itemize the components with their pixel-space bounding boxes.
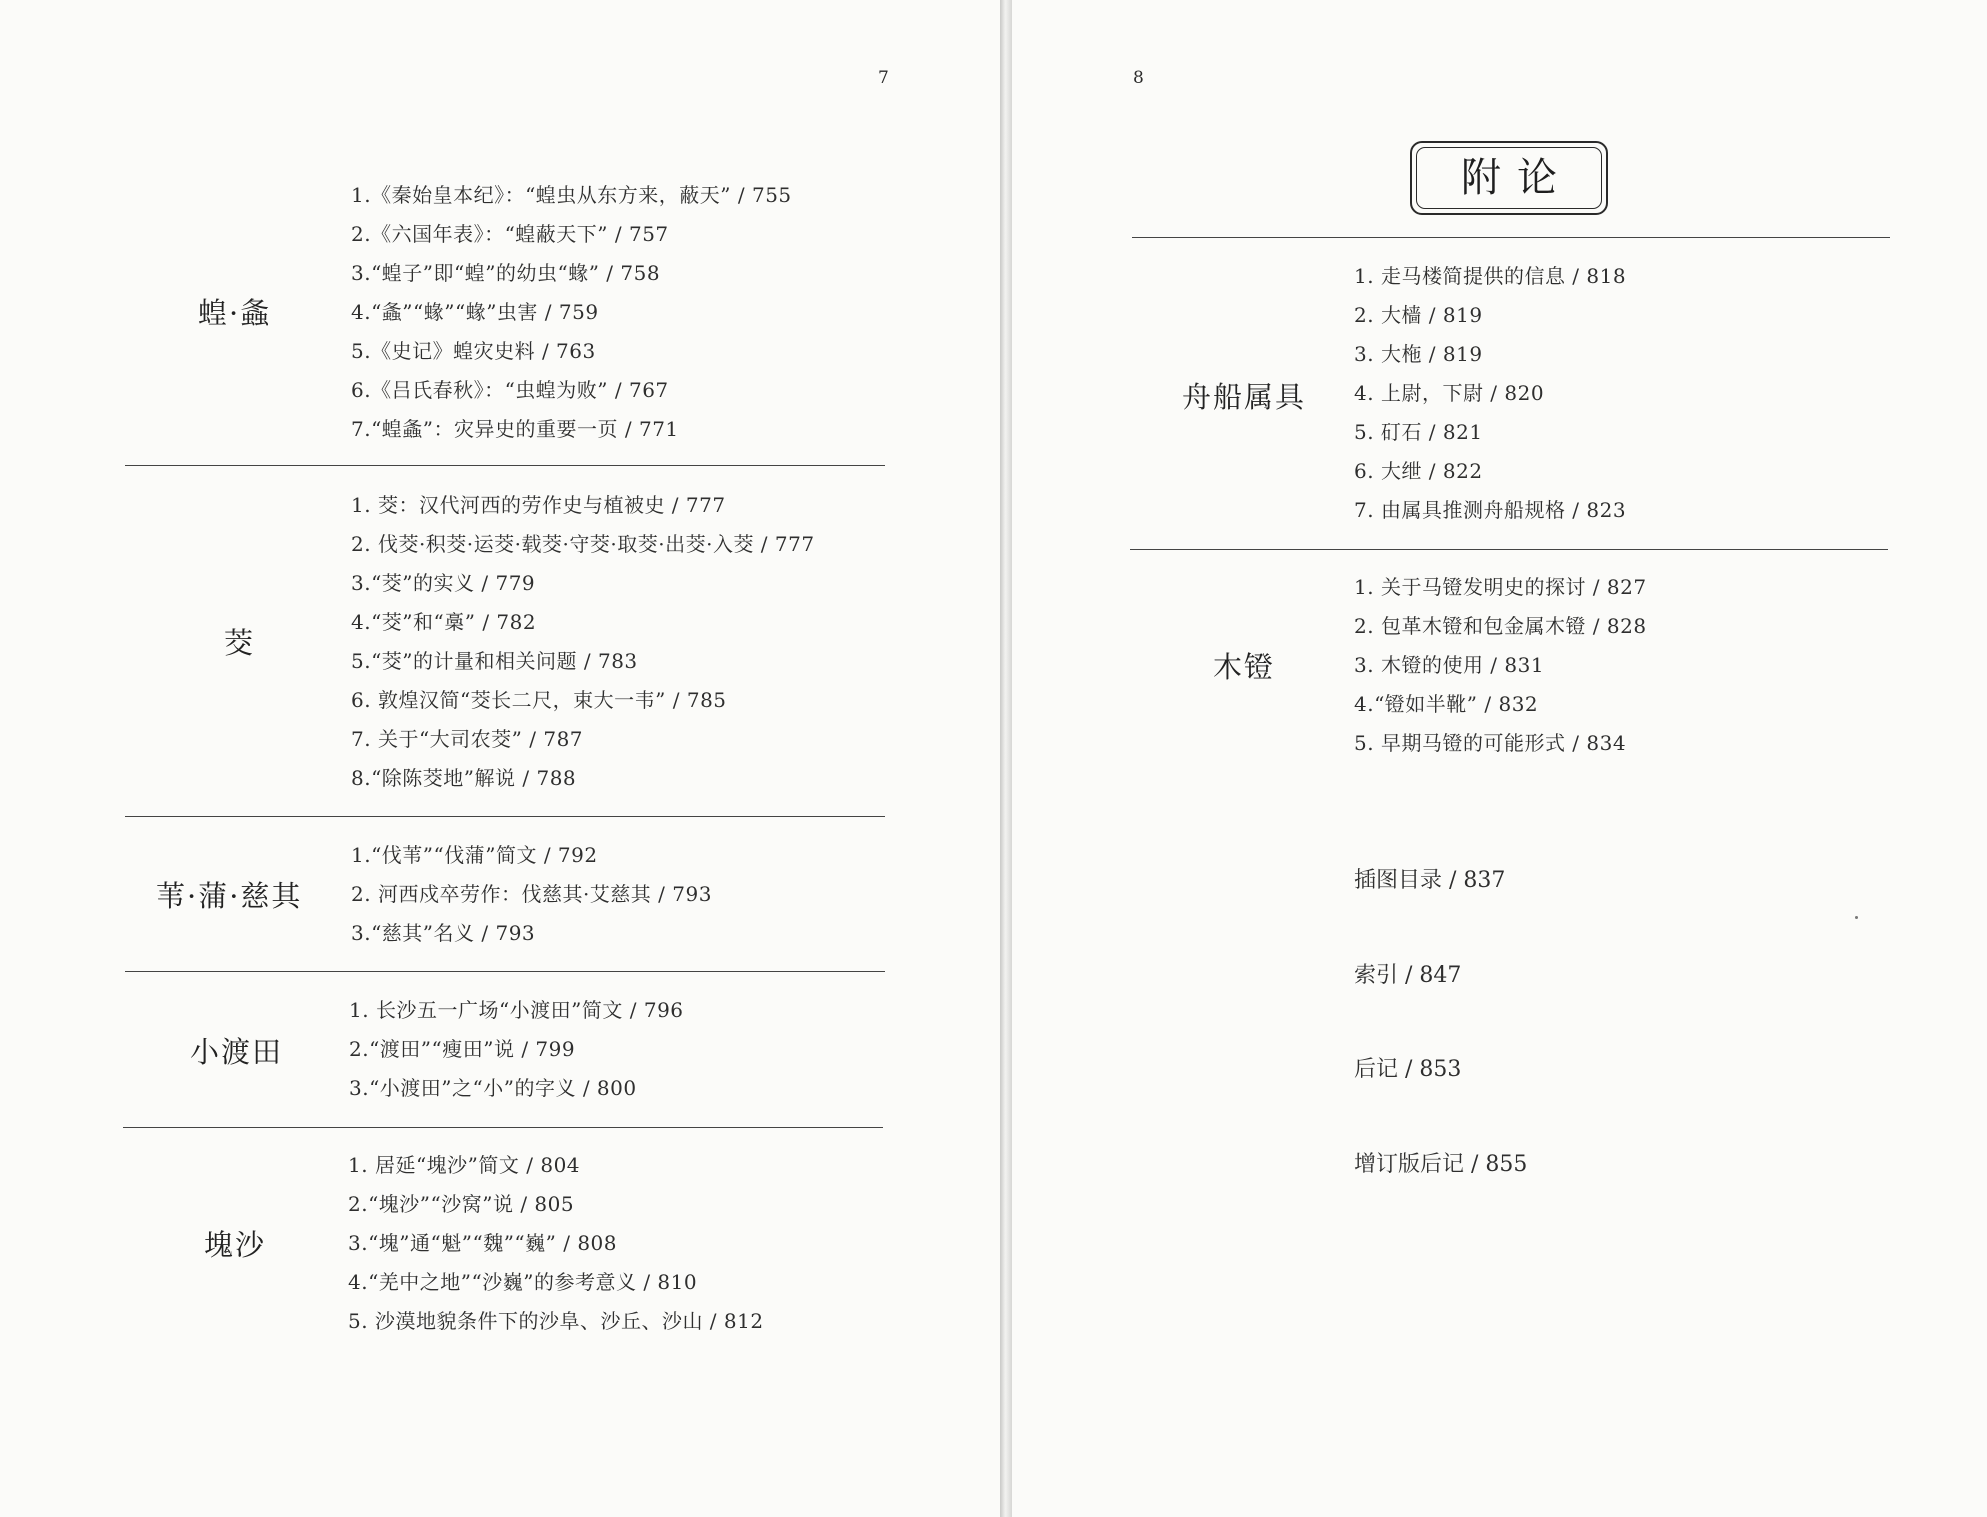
toc-entry[interactable]: 2. 伐茭·积茭·运茭·载茭·守茭·取茭·出茭·入茭 / 777 bbox=[351, 532, 815, 556]
banner-divider bbox=[1132, 237, 1890, 238]
toc-entry[interactable]: 6. 大绁 / 822 bbox=[1354, 459, 1483, 483]
toc-entry[interactable]: 8.“除陈茭地”解说 / 788 bbox=[351, 766, 577, 790]
appendix-banner bbox=[1410, 141, 1608, 215]
back-matter-item[interactable]: 插图目录 / 837 bbox=[1354, 868, 1506, 893]
toc-section-list bbox=[1354, 568, 1647, 763]
toc-section-list bbox=[1354, 257, 1626, 530]
appendix-banner-title: 附论 bbox=[1461, 155, 1573, 201]
section-divider bbox=[125, 816, 885, 817]
toc-entry[interactable]: 5. 矴石 / 821 bbox=[1354, 420, 1483, 444]
page-number-left: 7 bbox=[878, 68, 889, 88]
toc-entry[interactable]: 4.“螽”“蝝”“蝝”虫害 / 759 bbox=[351, 300, 599, 324]
back-matter-item[interactable]: 索引 / 847 bbox=[1354, 963, 1462, 988]
toc-entry[interactable]: 3.“蝗子”即“蝗”的幼虫“蝝” / 758 bbox=[351, 261, 661, 285]
toc-entry[interactable]: 2.“塊沙”“沙窝”说 / 805 bbox=[348, 1192, 575, 1216]
section-heading: 塊沙 bbox=[204, 1228, 267, 1262]
toc-entry[interactable]: 3.“小渡田”之“小”的字义 / 800 bbox=[349, 1076, 637, 1100]
toc-entry[interactable]: 7. 由属具推测舟船规格 / 823 bbox=[1354, 498, 1627, 522]
toc-section-list bbox=[351, 486, 815, 798]
toc-entry[interactable]: 2. 包革木镫和包金属木镫 / 828 bbox=[1354, 614, 1647, 638]
toc-entry[interactable]: 2.《六国年表》：“蝗蔽天下” / 757 bbox=[351, 222, 669, 246]
toc-entry[interactable]: 6.《吕氏春秋》：“虫蝗为败” / 767 bbox=[351, 378, 669, 402]
toc-entry[interactable]: 1. 长沙五一广场“小渡田”简文 / 796 bbox=[349, 998, 684, 1022]
section-divider bbox=[123, 1127, 883, 1128]
section-heading: 小渡田 bbox=[190, 1035, 284, 1069]
back-matter-item[interactable]: 增订版后记 / 855 bbox=[1354, 1152, 1528, 1177]
toc-section-list bbox=[349, 991, 684, 1108]
toc-entry[interactable]: 5. 沙漠地貌条件下的沙阜、沙丘、沙山 / 812 bbox=[348, 1309, 764, 1333]
toc-entry[interactable]: 4. 上尉，下尉 / 820 bbox=[1354, 381, 1545, 405]
section-divider bbox=[1130, 549, 1888, 550]
toc-entry[interactable]: 2. 大樯 / 819 bbox=[1354, 303, 1483, 327]
toc-entry[interactable]: 1. 茭：汉代河西的劳作史与植被史 / 777 bbox=[351, 493, 726, 517]
section-heading: 木镫 bbox=[1213, 650, 1276, 684]
toc-entry[interactable]: 3. 大柂 / 819 bbox=[1354, 342, 1483, 366]
toc-entry[interactable]: 4.“羌中之地”“沙巍”的参考意义 / 810 bbox=[348, 1270, 698, 1294]
toc-entry[interactable]: 3.“慈其”名义 / 793 bbox=[351, 921, 536, 945]
toc-entry[interactable]: 1. 关于马镫发明史的探讨 / 827 bbox=[1354, 575, 1647, 599]
toc-entry[interactable]: 7.“蝗螽”：灾异史的重要一页 / 771 bbox=[351, 417, 679, 441]
book-gutter bbox=[1000, 0, 1012, 1517]
section-heading: 茭 bbox=[224, 626, 256, 660]
toc-entry[interactable]: 4.“镫如半靴” / 832 bbox=[1354, 692, 1539, 716]
toc-entry[interactable]: 5.《史记》蝗灾史料 / 763 bbox=[351, 339, 596, 363]
toc-entry[interactable]: 1. 居延“塊沙”简文 / 804 bbox=[348, 1153, 581, 1177]
toc-entry[interactable]: 6. 敦煌汉简“茭长二尺，束大一韦” / 785 bbox=[351, 688, 727, 712]
toc-entry[interactable]: 1.《秦始皇本纪》：“蝗虫从东方来，蔽天” / 755 bbox=[351, 183, 792, 207]
toc-section-list bbox=[348, 1146, 764, 1341]
toc-entry[interactable]: 2. 河西戍卒劳作：伐慈其·艾慈其 / 793 bbox=[351, 882, 712, 906]
toc-entry[interactable]: 3.“塊”通“魁”“魏”“巍” / 808 bbox=[348, 1231, 618, 1255]
section-divider bbox=[125, 971, 885, 972]
toc-section-list bbox=[351, 176, 792, 449]
section-heading: 蝗·螽 bbox=[198, 296, 272, 330]
toc-entry[interactable]: 2.“渡田”“瘦田”说 / 799 bbox=[349, 1037, 576, 1061]
section-heading: 苇·蒲·慈其 bbox=[156, 879, 303, 913]
toc-entry[interactable]: 5. 早期马镫的可能形式 / 834 bbox=[1354, 731, 1627, 755]
toc-entry[interactable]: 1.“伐苇”“伐蒲”简文 / 792 bbox=[351, 843, 598, 867]
toc-entry[interactable]: 1. 走马楼简提供的信息 / 818 bbox=[1354, 264, 1627, 288]
page-number-right: 8 bbox=[1133, 68, 1144, 88]
toc-entry[interactable]: 4.“茭”和“槀” / 782 bbox=[351, 610, 537, 634]
section-heading: 舟船属具 bbox=[1182, 380, 1307, 414]
toc-entry[interactable]: 3. 木镫的使用 / 831 bbox=[1354, 653, 1545, 677]
toc-entry[interactable]: 3.“茭”的实义 / 779 bbox=[351, 571, 536, 595]
back-matter-item[interactable]: 后记 / 853 bbox=[1354, 1057, 1462, 1082]
toc-entry[interactable]: 5.“茭”的计量和相关问题 / 783 bbox=[351, 649, 638, 673]
toc-entry[interactable]: 7. 关于“大司农茭” / 787 bbox=[351, 727, 584, 751]
toc-section-list bbox=[351, 836, 712, 953]
section-divider bbox=[125, 465, 885, 466]
scan-speck bbox=[1855, 916, 1858, 919]
